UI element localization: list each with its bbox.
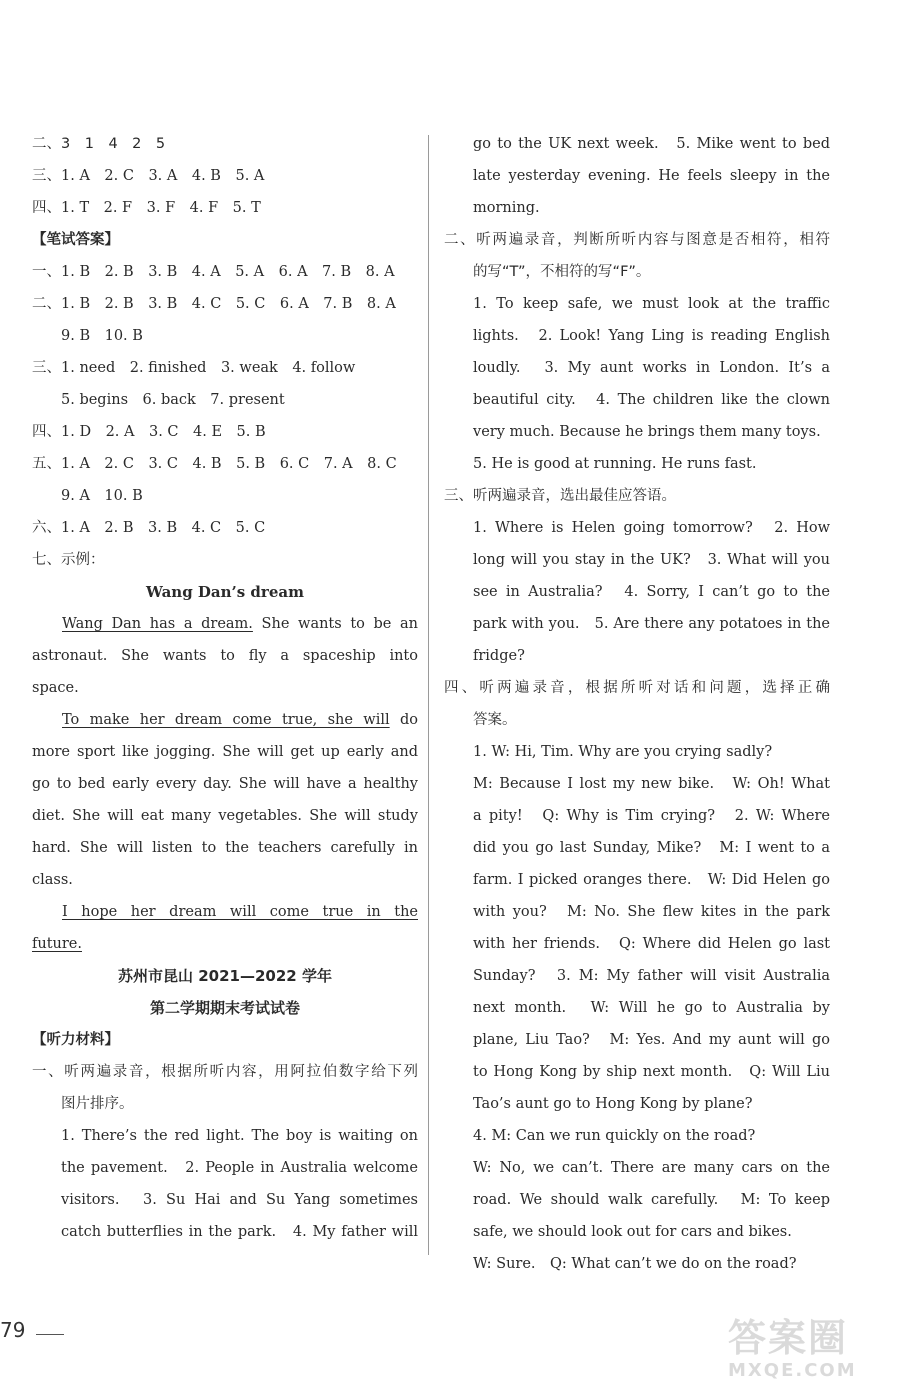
left-line: 1. There’s the red light. The boy is waiting on xyxy=(61,1128,418,1144)
right-line: 4. M: Can we run quickly on the road? xyxy=(473,1128,756,1144)
left-line: 五、1. A 2. C 3. C 4. B 5. B 6. C 7. A 8. C xyxy=(32,456,397,472)
watermark-text: 答案圈 xyxy=(728,1316,849,1360)
left-line: 二、1. B 2. B 3. B 4. C 5. C 6. A 7. B 8. A xyxy=(32,296,396,312)
right-line: Sunday? 3. M: My father will visit Australia xyxy=(473,968,830,984)
watermark-logo xyxy=(728,1316,896,1386)
right-line: with you? M: No. She flew kites in the park xyxy=(473,904,830,920)
right-line: 的写“T”，不相符的写“F”。 xyxy=(473,264,651,280)
right-line: road. We should walk carefully. M: To keep xyxy=(473,1192,830,1208)
right-line: go to the UK next week. 5. Mike went to bed xyxy=(473,136,830,152)
left-line: 四、1. D 2. A 3. C 4. E 5. B xyxy=(32,424,266,440)
left-line: 【听力材料】 xyxy=(32,1032,119,1048)
right-line: park with you. 5. Are there any potatoes in the xyxy=(473,616,830,632)
left-line: I hope her dream will come true in the xyxy=(62,904,418,920)
right-line: 二、听两遍录音，判断所听内容与图意是否相符，相符 xyxy=(444,232,830,248)
left-line: 一、1. B 2. B 3. B 4. A 5. A 6. A 7. B 8. A xyxy=(32,264,395,280)
column-divider xyxy=(428,135,429,1255)
line-rest: She wants to be an xyxy=(252,616,418,632)
left-line: 9. A 10. B xyxy=(61,488,143,504)
watermark-url: MXQE.COM xyxy=(728,1360,857,1381)
left-line: 【笔试答案】 xyxy=(32,232,119,248)
left-line: more sport like jogging. She will get up early and xyxy=(32,744,418,760)
right-line: 答案。 xyxy=(473,712,517,728)
left-line: visitors. 3. Su Hai and Su Yang sometimes xyxy=(61,1192,418,1208)
left-line: astronaut. She wants to fly a spaceship into xyxy=(32,648,418,664)
left-line: space. xyxy=(32,680,79,696)
left-line: 七、示例： xyxy=(32,552,105,568)
right-line: 四、听两遍录音，根据所听对话和问题，选择正确 xyxy=(444,680,830,696)
right-line: see in Australia? 4. Sorry, I can’t go to the xyxy=(473,584,830,600)
right-line: very much. Because he brings them many toys. xyxy=(473,424,821,440)
right-line: morning. xyxy=(473,200,540,216)
right-line: late yesterday evening. He feels sleepy in the xyxy=(473,168,830,184)
left-line: 第二学期期末考试试卷 xyxy=(149,999,300,1017)
left-line xyxy=(32,608,418,640)
right-line: a pity! Q: Why is Tim crying? 2. W: Where xyxy=(473,808,830,824)
left-line: 三、1. A 2. C 3. A 4. B 5. A xyxy=(32,168,265,184)
left-line: 六、1. A 2. B 3. B 4. C 5. C xyxy=(32,520,266,536)
left-line: 一、听两遍录音，根据所听内容，用阿拉伯数字给下列 xyxy=(32,1064,418,1080)
left-column xyxy=(32,128,418,1248)
left-line: the pavement. 2. People in Australia welcome xyxy=(61,1160,418,1176)
right-line: lights. 2. Look! Yang Ling is reading English xyxy=(473,328,830,344)
right-line: next month. W: Will he go to Australia by xyxy=(473,1000,830,1016)
right-line: did you go last Sunday, Mike? M: I went to a xyxy=(473,840,830,856)
left-line: go to bed early every day. She will have a healthy xyxy=(32,776,418,792)
page-number: 79 xyxy=(0,1318,26,1342)
left-line: hard. She will listen to the teachers carefully in xyxy=(32,840,418,856)
right-line: Tao’s aunt go to Hong Kong by plane? xyxy=(473,1096,753,1112)
left-line: 图片排序。 xyxy=(61,1096,134,1112)
right-line: with her friends. Q: Where did Helen go last xyxy=(473,936,830,952)
left-line xyxy=(32,704,418,736)
right-line: loudly. 3. My aunt works in London. It’s a xyxy=(473,360,830,376)
right-column xyxy=(444,128,830,1280)
right-line: W: No, we can’t. There are many cars on the xyxy=(473,1160,830,1176)
right-line: fridge? xyxy=(473,648,525,664)
right-line: 1. Where is Helen going tomorrow? 2. How xyxy=(473,520,830,536)
right-line: 1. To keep safe, we must look at the traffic xyxy=(473,296,830,312)
left-line: 9. B 10. B xyxy=(61,328,143,344)
left-line: 苏州市昆山 2021—2022 学年 xyxy=(118,967,332,985)
left-line: class. xyxy=(32,872,73,888)
left-line: 5. begins 6. back 7. present xyxy=(61,392,285,408)
page-number-rule xyxy=(36,1334,64,1335)
right-line: 三、听两遍录音，选出最佳应答语。 xyxy=(444,488,676,504)
right-line: plane, Liu Tao? M: Yes. And my aunt will go xyxy=(473,1032,830,1048)
right-line: beautiful city. 4. The children like the clown xyxy=(473,392,830,408)
right-line: farm. I picked oranges there. W: Did Helen go xyxy=(473,872,830,888)
right-line: 5. He is good at running. He runs fast. xyxy=(473,456,757,472)
left-line: diet. She will eat many vegetables. She will study xyxy=(32,808,418,824)
left-line: 二、3 1 4 2 5 xyxy=(32,136,166,152)
left-line: Wang Dan’s dream xyxy=(146,583,304,601)
line-rest: do xyxy=(389,712,418,728)
left-line: 三、1. need 2. finished 3. weak 4. follow xyxy=(32,360,356,376)
right-line: long will you stay in the UK? 3. What will you xyxy=(473,552,830,568)
left-line: 四、1. T 2. F 3. F 4. F 5. T xyxy=(32,200,261,216)
right-line: 1. W: Hi, Tim. Why are you crying sadly? xyxy=(473,744,773,760)
right-line: M: Because I lost my new bike. W: Oh! What xyxy=(473,776,830,792)
right-line: to Hong Kong by ship next month. Q: Will Liu xyxy=(473,1064,830,1080)
left-line: future. xyxy=(32,936,82,952)
underlined-phrase: To make her dream come true, she will xyxy=(62,712,390,728)
left-line: catch butterflies in the park. 4. My father will xyxy=(61,1224,418,1240)
right-line: safe, we should look out for cars and bikes. xyxy=(473,1224,792,1240)
underlined-phrase: Wang Dan has a dream. xyxy=(62,616,253,632)
right-line: W: Sure. Q: What can’t we do on the road? xyxy=(473,1256,797,1272)
